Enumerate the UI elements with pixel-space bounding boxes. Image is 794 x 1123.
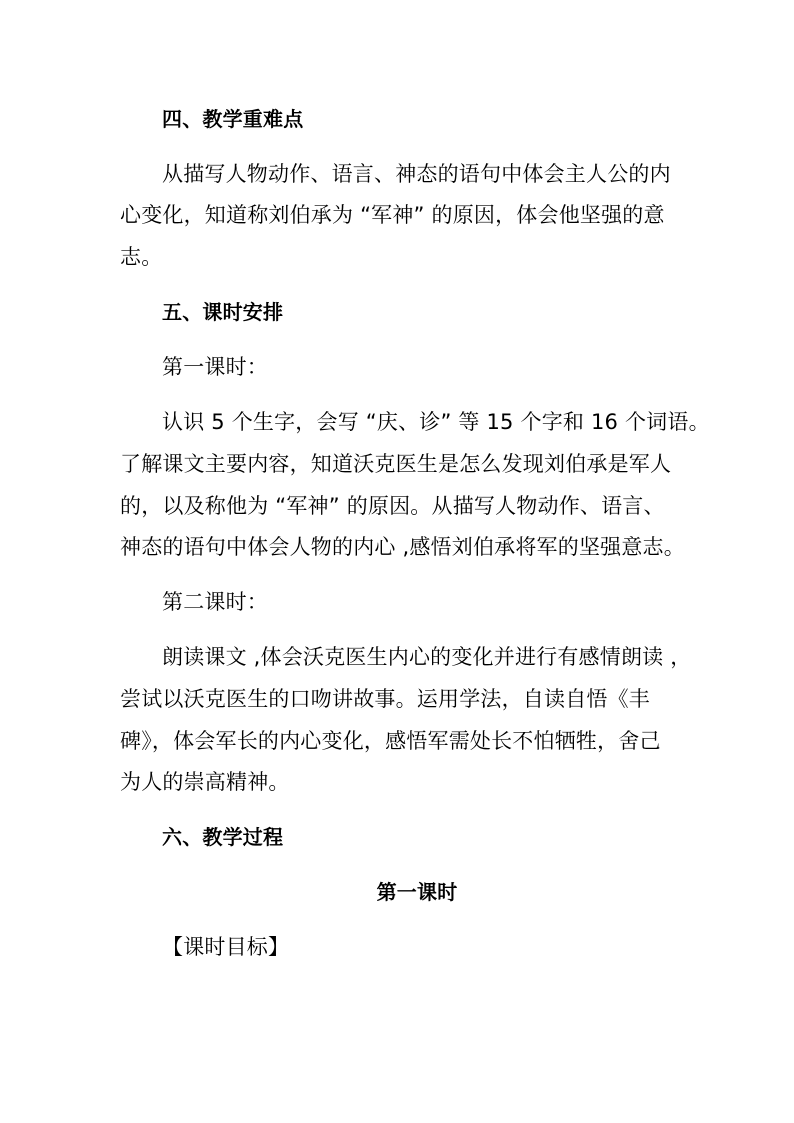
- lesson-objective-label: 【课时目标】: [162, 935, 290, 959]
- lesson-1-line-2: 了解课文主要内容，知道沃克医生是怎么发现刘伯承是军人: [120, 452, 672, 476]
- lesson-1-line-1: 认识 5 个生字，会写 “庆、诊” 等 15 个字和 16 个词语。: [162, 410, 710, 434]
- section-4-paragraph-line-1: 从描写人物动作、语言、神态的语句中体会主人公的内: [162, 162, 671, 186]
- lesson-2-label: 第二课时：: [162, 590, 268, 614]
- lesson-2-line-4: 为人的崇高精神。: [120, 770, 290, 794]
- lesson-1-line-3: 的，以及称他为 “军神” 的原因。从描写人物动作、语言、: [120, 494, 665, 518]
- lesson-2-line-1: 朗读课文 ,体会沃克医生内心的变化并进行有感情朗读 ，: [162, 645, 692, 669]
- lesson-2-line-3: 碑》，体会军长的内心变化，感悟军需处长不怕牺牲，舍己: [120, 729, 661, 753]
- section-5-heading: 五、课时安排: [162, 300, 284, 324]
- section-6-heading: 六、教学过程: [162, 825, 284, 849]
- section-4-paragraph-line-2: 心变化，知道称刘伯承为 “军神” 的原因，体会他坚强的意: [120, 203, 665, 227]
- lesson-1-subtitle: 第一课时: [376, 880, 458, 904]
- lesson-1-line-4: 神态的语句中体会人物的内心 ,感悟刘伯承将军的坚强意志。: [120, 535, 685, 559]
- section-4-heading: 四、教学重难点: [162, 107, 304, 131]
- lesson-2-line-2: 尝试以沃克医生的口吻讲故事。运用学法，自读自悟《丰: [120, 687, 650, 711]
- lesson-1-label: 第一课时：: [162, 355, 268, 379]
- section-4-paragraph-line-3: 志。: [120, 245, 163, 269]
